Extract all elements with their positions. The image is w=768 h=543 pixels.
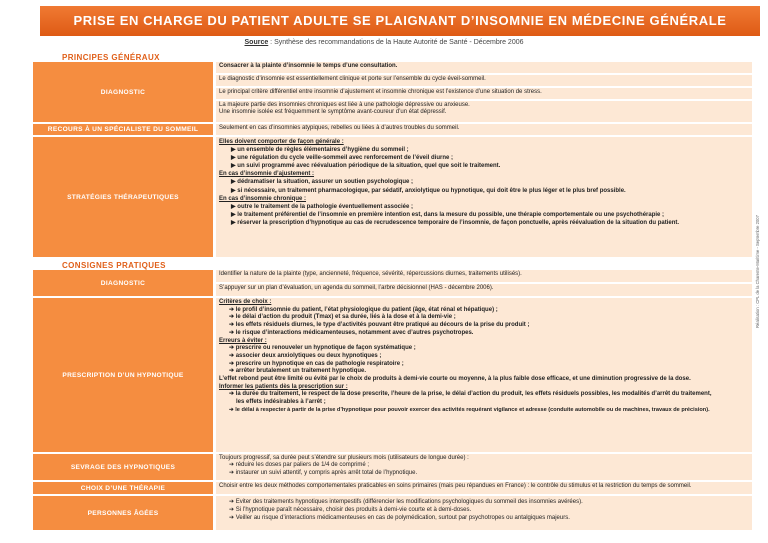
triangle-right-icon: ▶: [231, 203, 238, 210]
ajust-title: En cas d’insomnie d’ajustement :: [219, 171, 315, 178]
list-item: ▶ outre le traitement de la pathologie éventuellement associée ;: [231, 203, 413, 210]
list-item: ➔ la durée du traitement, le respect de la dose prescrite, l’heure de la prise, le délai d’action du produit, les effets résiduels possibles, les modalités d’arrêt du traitement,: [229, 391, 712, 398]
cell-recours: [216, 124, 752, 135]
text-pdiag-2: S’appuyer sur un plan d’évaluation, un agenda du sommeil, l’arbre décisionnel (HAS - décembre 2006).: [219, 285, 494, 291]
cell-pdiag-1: [216, 270, 752, 282]
text-sevrage: Toujours progressif, sa durée peut s’étendre sur plusieurs mois (utilisateurs de longue durée) :: [219, 455, 469, 461]
cell-consacrer: [216, 62, 752, 73]
arrow-right-icon: ➔: [229, 391, 236, 398]
list-item: ▶ un ensemble de règles élémentaires d’hygiène du sommeil ;: [231, 147, 409, 154]
list-item: ▶ réserver la prescription d’hypnotique au cas de recrudescence temporaire de l’insomnie, de façon ponctuelle, après réévaluation de la situation du patient.: [231, 219, 680, 226]
text-diag-3a: La majeure partie des insomnies chroniques est liée à une pathologie dépressive ou anxieuse.: [219, 102, 470, 108]
source-line: [0, 39, 768, 46]
triangle-right-icon: ▶: [231, 211, 238, 218]
list-item: ▶ le traitement préférentiel de l’insomnie en première intention est, dans la mesure du possible, une thérapie comportementale ou une psychothérapie ;: [231, 211, 665, 218]
list-item: ➔ arrêter brutalement un traitement hypnotique.: [229, 368, 367, 375]
list-item: ➔ Eviter des traitements hypnotiques intempestifs (différencier les modifications psychologiques du sommeil des insomnies avérées).: [229, 499, 583, 505]
arrow-right-icon: ➔: [229, 469, 236, 476]
list-item: ▶ un suivi programmé avec réévaluation périodique de la situation, quel que soit le traitement.: [231, 163, 501, 170]
informer-title: Informer les patients dès la prescription sur :: [219, 383, 348, 390]
category-strategies: STRATÉGIES THÉRAPEUTIQUES: [33, 137, 213, 257]
text-diag-3b: Une insomnie isolée est fréquemment le symptôme avant-coureur d’un état dépressif.: [219, 109, 447, 116]
list-item: ➔ le risque d’interactions médicamenteuses, notamment avec d’autres psychotropes.: [229, 329, 474, 336]
arrow-right-icon: ➔: [229, 406, 236, 413]
cell-ages: [216, 496, 752, 530]
triangle-right-icon: ▶: [231, 219, 238, 226]
erreurs-title: Erreurs à éviter :: [219, 337, 267, 344]
list-item: ➔ prescrire ou renouveler un hypnotique de façon systématique ;: [229, 345, 416, 352]
arrow-right-icon: ➔: [229, 499, 236, 505]
arrow-right-icon: ➔: [229, 314, 236, 321]
cell-strategies: [216, 137, 752, 257]
category-choix: CHOIX D’UNE THÉRAPIE: [33, 482, 213, 494]
list-item: ➔ le profil d’insomnie du patient, l’état physiologique du patient (âge, état rénal et hépatique) ;: [229, 306, 498, 313]
list-item: ▶ une régulation du cycle veille-sommeil avec renforcement de l’éveil diurne ;: [231, 155, 454, 162]
text-rebond: L’effet rebond peut être limité ou évité par le choix de produits à demi-vie courte ou moyenne, à la plus faible dose efficace, et une diminution progressive de la dose.: [219, 376, 691, 383]
arrow-right-icon: ➔: [229, 368, 236, 375]
cell-diag-3: [216, 101, 752, 122]
arrow-right-icon: ➔: [229, 462, 236, 469]
list-item: ➔ associer deux anxiolytiques ou deux hypnotiques ;: [229, 352, 382, 359]
triangle-right-icon: ▶: [231, 187, 238, 194]
arrow-right-icon: ➔: [229, 360, 236, 367]
list-item: ➔ réduire les doses par paliers de 1/4 de comprimé ;: [229, 462, 370, 469]
source-label: Source: [244, 39, 269, 46]
text-choix: Choisir entre les deux méthodes comportementales praticables en soins primaires (mais peu répandues en France) : le contrôle du stimulus et la restriction du temps de sommeil.: [219, 483, 692, 489]
text-diag-1: Le diagnostic d’insomnie est essentiellement clinique et porte sur l’ensemble du cycle éveil-sommeil.: [219, 76, 486, 82]
triangle-right-icon: ▶: [231, 155, 238, 162]
page-title: PRISE EN CHARGE DU PATIENT ADULTE SE PLAIGNANT D’INSOMNIE EN MÉDECINE GÉNÉRALE: [40, 6, 760, 36]
list-item-continued: les effets indésirables à l’arrêt ;: [236, 399, 326, 406]
list-item: ▶ dédramatiser la situation, assurer un soutien psychologique ;: [231, 179, 413, 186]
text-pdiag-1: Identifier la nature de la plainte (type, ancienneté, fréquence, sévérité, répercussions diurnes, traitements utilisés).: [219, 271, 522, 277]
category-diagnostic: DIAGNOSTIC: [33, 62, 213, 122]
list-item: ➔ instaurer un suivi attentif, y compris après arrêt total de l’hypnotique.: [229, 469, 418, 476]
list-item: ➔ le délai d’action du produit (Tmax) et sa durée, liés à la dose et à la demi-vie ;: [229, 314, 456, 321]
category-recours: RECOURS À UN SPÉCIALISTE DU SOMMEIL: [33, 124, 213, 135]
triangle-right-icon: ▶: [231, 147, 238, 154]
triangle-right-icon: ▶: [231, 179, 238, 186]
section-consignes: CONSIGNES PRATIQUES: [62, 261, 166, 270]
text-recours: Seulement en cas d’insomnies atypiques, rebelles ou liées à d’autres troubles du sommeil.: [219, 125, 460, 131]
category-diagnostic-pratique: DIAGNOSTIC: [33, 270, 213, 296]
cell-choix: [216, 482, 752, 494]
text-consacrer: Consacrer à la plainte d’insomnie le temps d’une consultation.: [219, 63, 398, 69]
credit-vertical: Réalisation : CPL de la Charente-Maritime - Septembre 2007: [755, 215, 760, 328]
arrow-right-icon: ➔: [229, 507, 236, 514]
arrow-right-icon: ➔: [229, 322, 236, 329]
arrow-right-icon: ➔: [229, 329, 236, 336]
text-diag-2: Le principal critère différentiel entre insomnie d’ajustement et insomnie chronique est l’existence d’une situation de stress.: [219, 89, 542, 95]
list-item: ➔ prescrire un hypnotique en cas de pathologie respiratoire ;: [229, 360, 404, 367]
criteres-title: Critères de choix :: [219, 299, 272, 305]
category-sevrage: SEVRAGE DES HYPNOTIQUES: [33, 454, 213, 480]
arrow-right-icon: ➔: [229, 306, 236, 313]
strat-title: Elles doivent comporter de façon générale :: [219, 139, 344, 145]
arrow-right-icon: ➔: [229, 515, 236, 522]
cell-diag-1: [216, 75, 752, 86]
list-item: ➔ les effets résiduels diurnes, le type d’activités pouvant être pratiqué au décours de la prise du produit ;: [229, 322, 530, 329]
triangle-right-icon: ▶: [231, 163, 238, 170]
section-principes: PRINCIPES GÉNÉRAUX: [62, 53, 160, 62]
cell-prescription: [216, 298, 752, 452]
cell-diag-2: [216, 88, 752, 99]
cell-pdiag-2: [216, 284, 752, 296]
list-item: ➔ Veiller au risque d’interactions médicamenteuses en cas de polymédication, surtout par psychotropes ou antalgiques majeurs.: [229, 515, 570, 522]
list-item: ▶ si nécessaire, un traitement pharmacologique, par sédatif, anxiolytique ou hypnotique, qui doit être le plus léger et le plus bref possible.: [231, 187, 626, 194]
arrow-right-icon: ➔: [229, 345, 236, 352]
list-item: ➔ Si l’hypnotique paraît nécessaire, choisir des produits à demi-vie courte et à demi-doses.: [229, 507, 472, 514]
list-item: ➔ le délai à respecter à partir de la prise d’hypnotique pour pouvoir exercer des activités requérant vigilance et adresse (conduite automobile ou de machines, travaux de précision).: [229, 406, 710, 413]
category-prescription: PRESCRIPTION D’UN HYPNOTIQUE: [33, 298, 213, 452]
arrow-right-icon: ➔: [229, 352, 236, 359]
cell-sevrage: [216, 454, 752, 480]
category-ages: PERSONNES ÂGÉES: [33, 496, 213, 530]
chron-title: En cas d’insomnie chronique :: [219, 195, 307, 202]
source-text: : Synthèse des recommandations de la Haute Autorité de Santé - Décembre 2006: [268, 39, 524, 46]
